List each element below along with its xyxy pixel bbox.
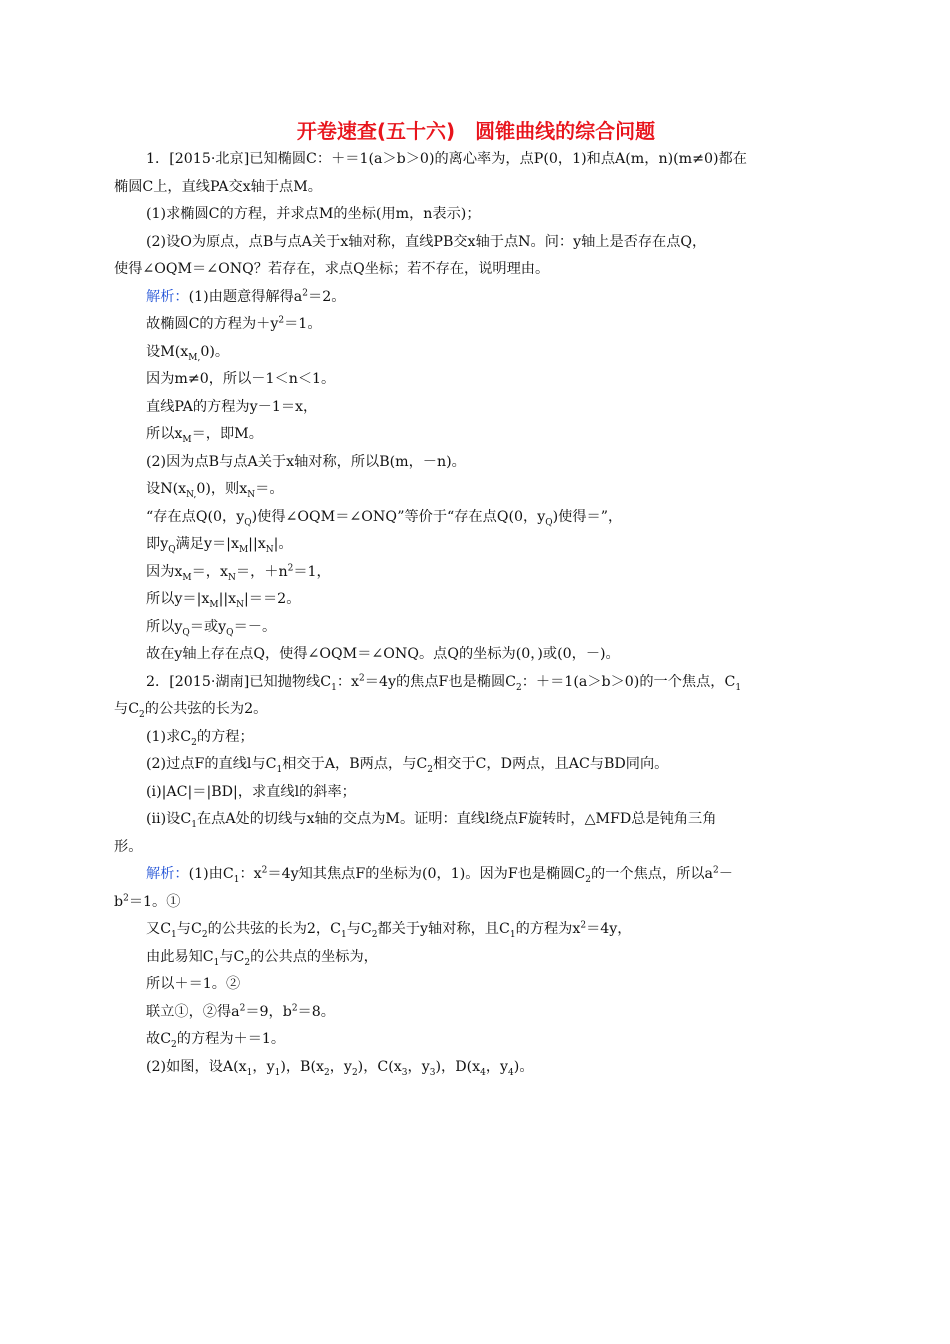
problem2-stem-line1: 2．[2015·湖南]已知抛物线$C_1$：$x^2=4y$的焦点F也是椭圆$C_2$：＋＝1(a＞b＞0)的一个焦点，$C_1$ [146,672,742,693]
problem1-question2-line2: 使得∠OQM＝∠ONQ？若存在，求点Q坐标；若不存在，说明理由。 [114,261,550,277]
problem1-analysis-line7: (2)因为点B与点A关于x轴对称，所以B(m，－n)。 [146,453,466,470]
problem2-analysis-line4: 所以＋＝1。② [146,976,241,992]
problem2-analysis-line1: 解析：(1)由$C_1$：$x^2=4y$知其焦点F的坐标为(0，1)。因为F也是椭圆$C_2$的一个焦点，所以$a^2-$ [146,865,733,885]
problem1-analysis-line3: 设$M(x_{M,}0)$。 [146,343,230,363]
problem1-analysis-line6: 所以$x_M=$，即M。 [146,426,263,445]
problem2-question2-ii: (ⅱ)设$C_1$在点A处的切线与x轴的交点为M。证明：直线l绕点F旋转时，△MFD总是钝角三角 [146,811,717,830]
document-page [114,118,838,1081]
problem1-analysis-line1: 解析：(1)由题意得解得$a^2=2$。 [146,287,346,305]
page-title: 开卷速查(五十六) 圆锥曲线的综合问题 [296,119,656,143]
problem1-question2-line1: (2)设O为原点，点B与点A关于x轴对称，直线PB交x轴于点N。问：y轴上是否存在点Q， [146,233,707,250]
problem2-analysis-line6: 故$C_2$的方程为＋＝1。 [146,1031,286,1050]
problem1-stem-line1: 1．[2015·北京]已知椭圆C：＋＝1(a＞b＞0)的离心率为，点P(0，1)和点A(m，n)(m≠0)都在 [146,151,747,167]
problem2-question2-ii-end: 形。 [114,838,143,855]
problem1-analysis-line12: 所以$y=|x_M||x_N|==2$。 [146,591,301,610]
problem1-analysis-line4: 因为m≠0，所以－1＜n＜1。 [146,371,336,387]
problem2-stem-line2: 与$C_2$的公共弦的长为2。 [114,701,268,720]
problem2-analysis-line3: 由此易知$C_1$与$C_2$的公共点的坐标为， [146,948,378,968]
problem2-question2-i: (ⅰ)|AC|＝|BD|，求直线l的斜率； [146,783,356,800]
problem2-analysis-line2: 又$C_1$与$C_2$的公共弦的长为2，$C_1$与$C_2$都关于y轴对称，且$C_1$的方程为$x^2=4y$， [146,920,632,940]
problem1-analysis-line11: 因为$x_M=$，$x_N=$，$+n^2=1$， [146,562,331,583]
problem2-question1: (1)求$C_2$的方程； [146,728,254,748]
problem1-analysis-line14: 故在y轴上存在点Q，使得∠OQM＝∠ONQ。点Q的坐标为(0，)或(0，－)。 [146,646,620,662]
problem1-analysis-line2: 故椭圆C的方程为$+y^2=1$。 [146,315,322,332]
problem1-stem-line2: 椭圆C上，直线PA交x轴于点M。 [114,178,322,195]
analysis-label: 解析： [146,288,189,305]
problem1-analysis-line10: 即$y_Q$满足$y=|x_M||x_N|$。 [146,536,293,555]
problem1-analysis-line5: 直线PA的方程为y－1＝x， [146,398,318,415]
problem2-analysis-line5: 联立①，②得$a^2=9$，$b^2=8$。 [146,1002,335,1020]
problem1-analysis-line8: 设$N(x_{N,}0)$，则$x_N=$。 [146,481,284,500]
problem2-question2: (2)过点F的直线l与$C_1$相交于A，B两点，与$C_2$相交于C，D两点，且AC与BD同向。 [146,756,669,775]
problem1-analysis-line9: “存在点Q(0，$y_Q$)使得∠OQM＝∠ONQ”等价于“存在点Q(0，$y_Q$)使得＝”， [146,508,623,528]
analysis-label: 解析： [146,866,189,882]
problem2-analysis-line1b: $b^2=1$。① [114,892,181,910]
problem2-analysis-line7: (2)如图，设$A(x_1$，$y_1$)，$B(x_2$，$y_2$)，$C(x_3$，$y_3$)，$D(x_4$，$y_4$)。 [146,1058,534,1078]
problem1-analysis-line13: 所以$y_Q=$或$y_Q=-$。 [146,618,277,638]
problem1-question1: (1)求椭圆C的方程，并求点M的坐标(用m，n表示)； [146,206,481,222]
